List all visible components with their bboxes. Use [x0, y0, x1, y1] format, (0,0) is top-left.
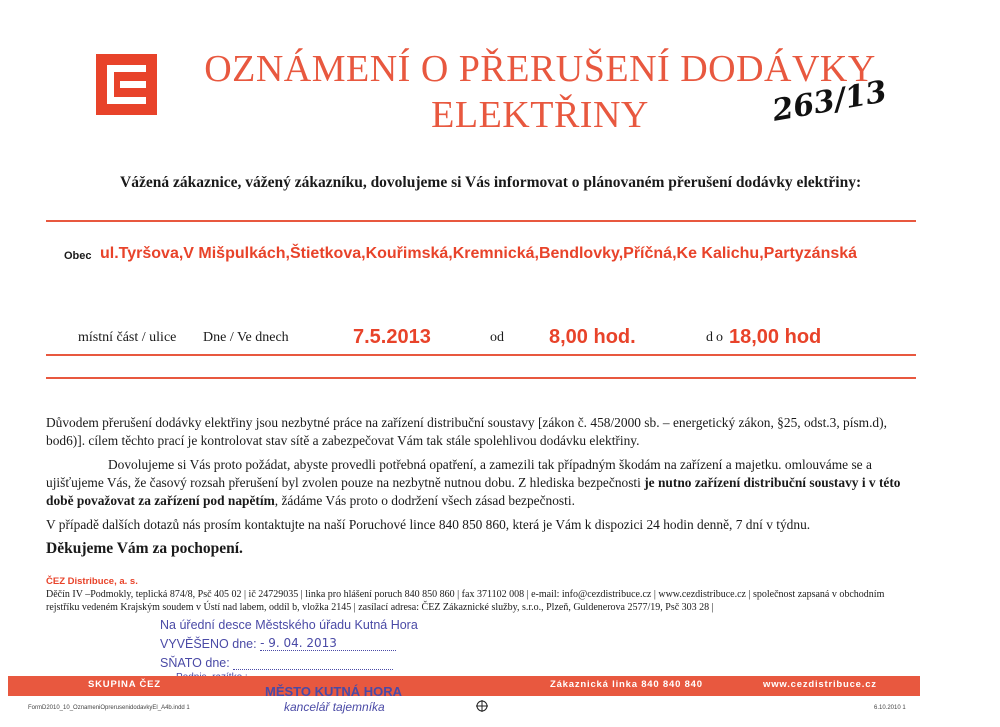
to-label: do	[706, 330, 726, 345]
safety-text-a: Dovolujeme si Vás proto požádat, abyste provedli potřebná opatření, a zamezili tak případným škodám na zařízení a majetku. omlouváme se a ujišťujeme Vás, že časový rozsah přerušení byl zvolen pouze na nezbytně nutnou dobu. Z hlediska bezpečnosti	[46, 457, 872, 490]
company-name: ČEZ Distribuce, a. s.	[46, 576, 138, 587]
divider	[46, 354, 916, 356]
greeting: Vážená zákaznice, vážený zákazníku, dovolujeme si Vás informovat o plánovaném přerušení dodávky elektřiny:	[120, 174, 862, 191]
file-reference: FormD2010_10_OznameniOprerusenidodavkyEl_A4b.indd 1	[28, 705, 190, 711]
posted-date: - 9. 04. 2013	[260, 636, 337, 650]
registration-mark-icon	[476, 700, 488, 712]
safety-text-b: , žádáme Vás proto o dodržení všech zásad bezpečnosti.	[274, 493, 575, 508]
divider	[46, 220, 916, 222]
stamp-removed	[160, 656, 393, 670]
handwritten-reference	[769, 74, 902, 164]
paragraph-contact: V případě dalších dotazů nás prosím kontaktujte na naší Poruchové lince 840 850 860, která je Vám k dispozici 24 hodin denně, 7 dní v týdnu.	[46, 517, 811, 532]
safety-text-bold: je nutno zařízení distribuční soustavy i v této době považovat za zařízení pod napětím	[46, 475, 901, 508]
from-label: od	[490, 330, 504, 345]
file-date: 6.10.2010 1	[874, 705, 906, 711]
obec-label: Obec	[64, 250, 92, 262]
office-stamp: MĚSTO KUTNÁ HORA	[265, 684, 402, 699]
outage-date: 7.5.2013	[353, 326, 431, 348]
company-details: Děčín IV –Podmokly, teplická 874/8, Psč 405 02 | ič 24729035 | linka pro hlášení poruch 840 850 860 | fax 371102 008 | e-mail: info@cezdistribuce.cz | www.cezdistribuce.cz | společnost zapsaná v obchodním rejstříku vedeném Krajským soudem v Ústí nad labem, oddíl b, vložka 2145 | zasílací adresa: ČEZ Zákaznické služby, s.r.o., Plzeň, Guldenerova 2577/19, Psč 303 28 |	[46, 589, 885, 613]
stamp-posted	[160, 636, 396, 651]
handwritten-number: 263/13	[769, 74, 890, 129]
street-label: místní část / ulice	[78, 330, 177, 345]
from-time: 8,00 hod.	[549, 326, 636, 348]
thanks: Děkujeme Vám za pochopení.	[46, 540, 243, 557]
cez-logo	[96, 54, 157, 115]
paragraph-reason: Důvodem přerušení dodávky elektřiny jsou nezbytné práce na zařízení distribuční soustavy [zákon č. 458/2000 sb. – energetický zákon, §25, odst.3, písm.d), bod6)]. cílem těchto prací je kontrolovat stav sítě a zabezpečovat Vám tak stále spolehlivou dodávku elektřiny.	[46, 415, 887, 448]
title-line-2: ELEKTŘINY	[431, 94, 649, 136]
removed-label: SŇATO dne:	[160, 656, 230, 670]
office-stamp-sub: kancelář tajemníka	[284, 700, 385, 714]
to-time: 18,00 hod	[729, 326, 822, 348]
stamp-board-line: Na úřední desce Městského úřadu Kutná Hora	[160, 618, 418, 632]
removed-date-line	[233, 656, 393, 670]
footer-web[interactable]: www.cezdistribuce.cz	[763, 679, 877, 690]
footer-band	[8, 676, 920, 696]
paragraph-safety	[46, 456, 906, 510]
footer-group: SKUPINA ČEZ	[88, 679, 161, 690]
posted-date-line	[260, 636, 396, 651]
footer-hotline: Zákaznická linka 840 840 840	[550, 679, 703, 690]
title-line-1: OZNÁMENÍ O PŘERUŠENÍ DODÁVKY	[204, 48, 876, 90]
posted-label: VYVĚŠENO dne:	[160, 637, 257, 651]
date-label: Dne / Ve dnech	[203, 330, 289, 345]
street-list: ul.Tyršova,V Mišpulkách,Štietkova,Kouřimská,Kremnická,Bendlovky,Příčná,Ke Kalichu,Partyzánská	[100, 245, 858, 262]
divider	[46, 377, 916, 379]
